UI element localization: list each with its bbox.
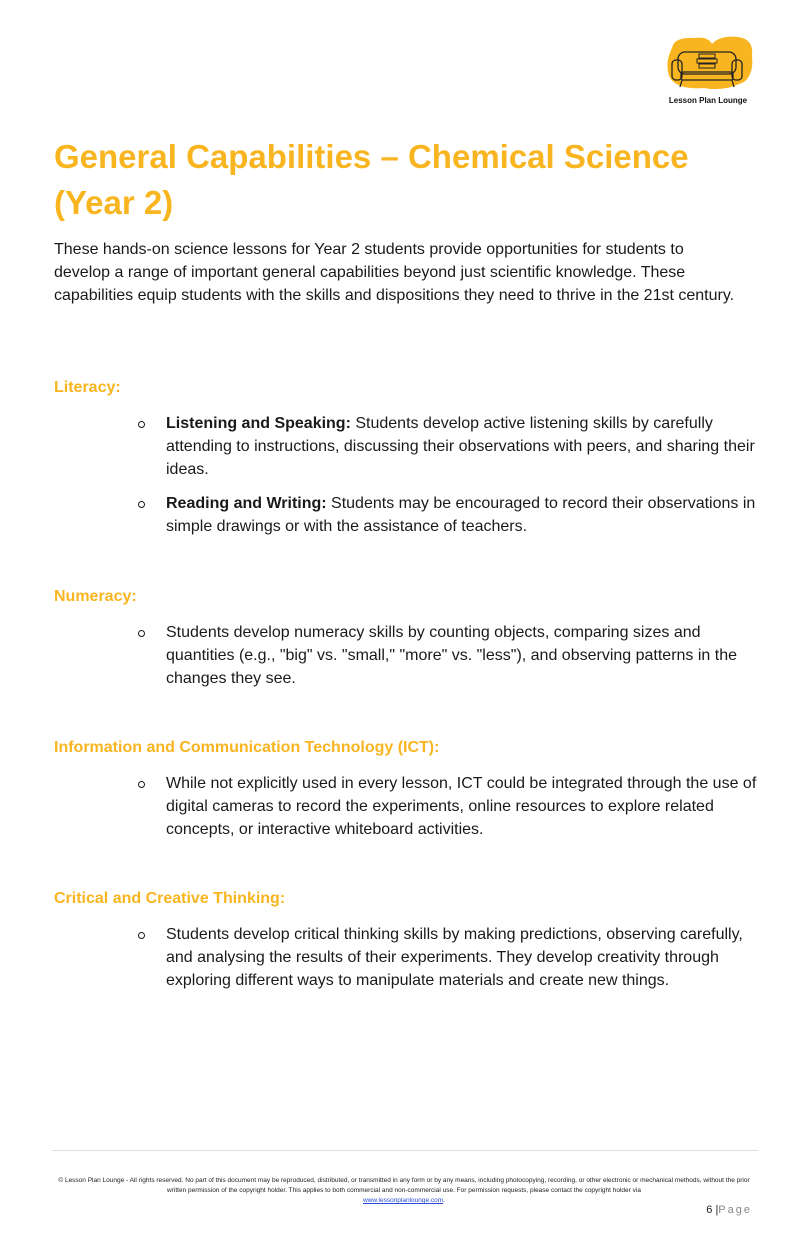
website-link[interactable]: www.lessonplanlounge.com — [362, 1197, 444, 1204]
bullet-icon — [138, 630, 145, 637]
item-text: Students develop critical thinking skills by making predictions, observing carefully, and analysing the results of their experiments. They develop creativity through exploring different ways to manipulate materials and create new things. — [166, 926, 743, 989]
footer-copyright — [56, 1176, 752, 1206]
bullet-icon — [138, 932, 145, 939]
logo-text: Lesson Plan Lounge — [668, 96, 748, 105]
armchair-logo-icon — [664, 34, 754, 94]
bullet-icon — [138, 501, 145, 508]
item-text: While not explicitly used in every lesson, ICT could be integrated through the use of digital cameras to record the experiments, online resources to explore related concepts, or interactive whiteboard activities. — [166, 775, 757, 838]
footer-divider — [52, 1150, 758, 1151]
item-label: Reading and Writing: — [166, 495, 327, 512]
item-text: Students develop active listening skills by carefully attending to instructions, discussing their observations with peers, and sharing their ideas. — [166, 415, 755, 478]
intro-paragraph: These hands-on science lessons for Year 2 students provide opportunities for students to develop a range of important general capabilities beyond just scientific knowledge. These capabilities equip students with the skills and dispositions they need to thrive in the 21st century. — [54, 241, 735, 304]
page-separator: | — [715, 1204, 719, 1216]
section-heading-numeracy: Numeracy: — [54, 588, 137, 605]
page-number-value: 6 — [706, 1204, 713, 1216]
section-heading-literacy: Literacy: — [54, 379, 121, 396]
item-label: Listening and Speaking: — [166, 415, 351, 432]
brand-logo — [660, 34, 756, 108]
page-number — [640, 1204, 752, 1216]
copyright-text: © Lesson Plan Lounge - All rights reserved. No part of this document may be reproduced, distributed, or transmitted in any form or by any means, including photocopying, recording, or other electronic or mechanical methods, without the prior written permission of the copyright holder. This applies to both commercial and non-commercial use. For permission requests, please contact the copyright holder via — [58, 1177, 750, 1194]
item-text: Students develop numeracy skills by counting objects, comparing sizes and quantities (e.g., "big" vs. "small," "more" vs. "less"), and observing patterns in the changes they see. — [166, 624, 738, 687]
bullet-icon — [138, 781, 145, 788]
section-heading-ict: Information and Communication Technology (ICT): — [54, 739, 440, 756]
page-label: Page — [718, 1204, 752, 1216]
footer-period: . — [443, 1197, 446, 1204]
page-title: General Capabilities – Chemical Science (Year 2) — [54, 138, 689, 221]
item-text: Students may be encouraged to record their observations in simple drawings or with the assistance of teachers. — [166, 495, 756, 535]
bullet-icon — [138, 421, 145, 428]
section-heading-critical-thinking: Critical and Creative Thinking: — [54, 890, 286, 907]
